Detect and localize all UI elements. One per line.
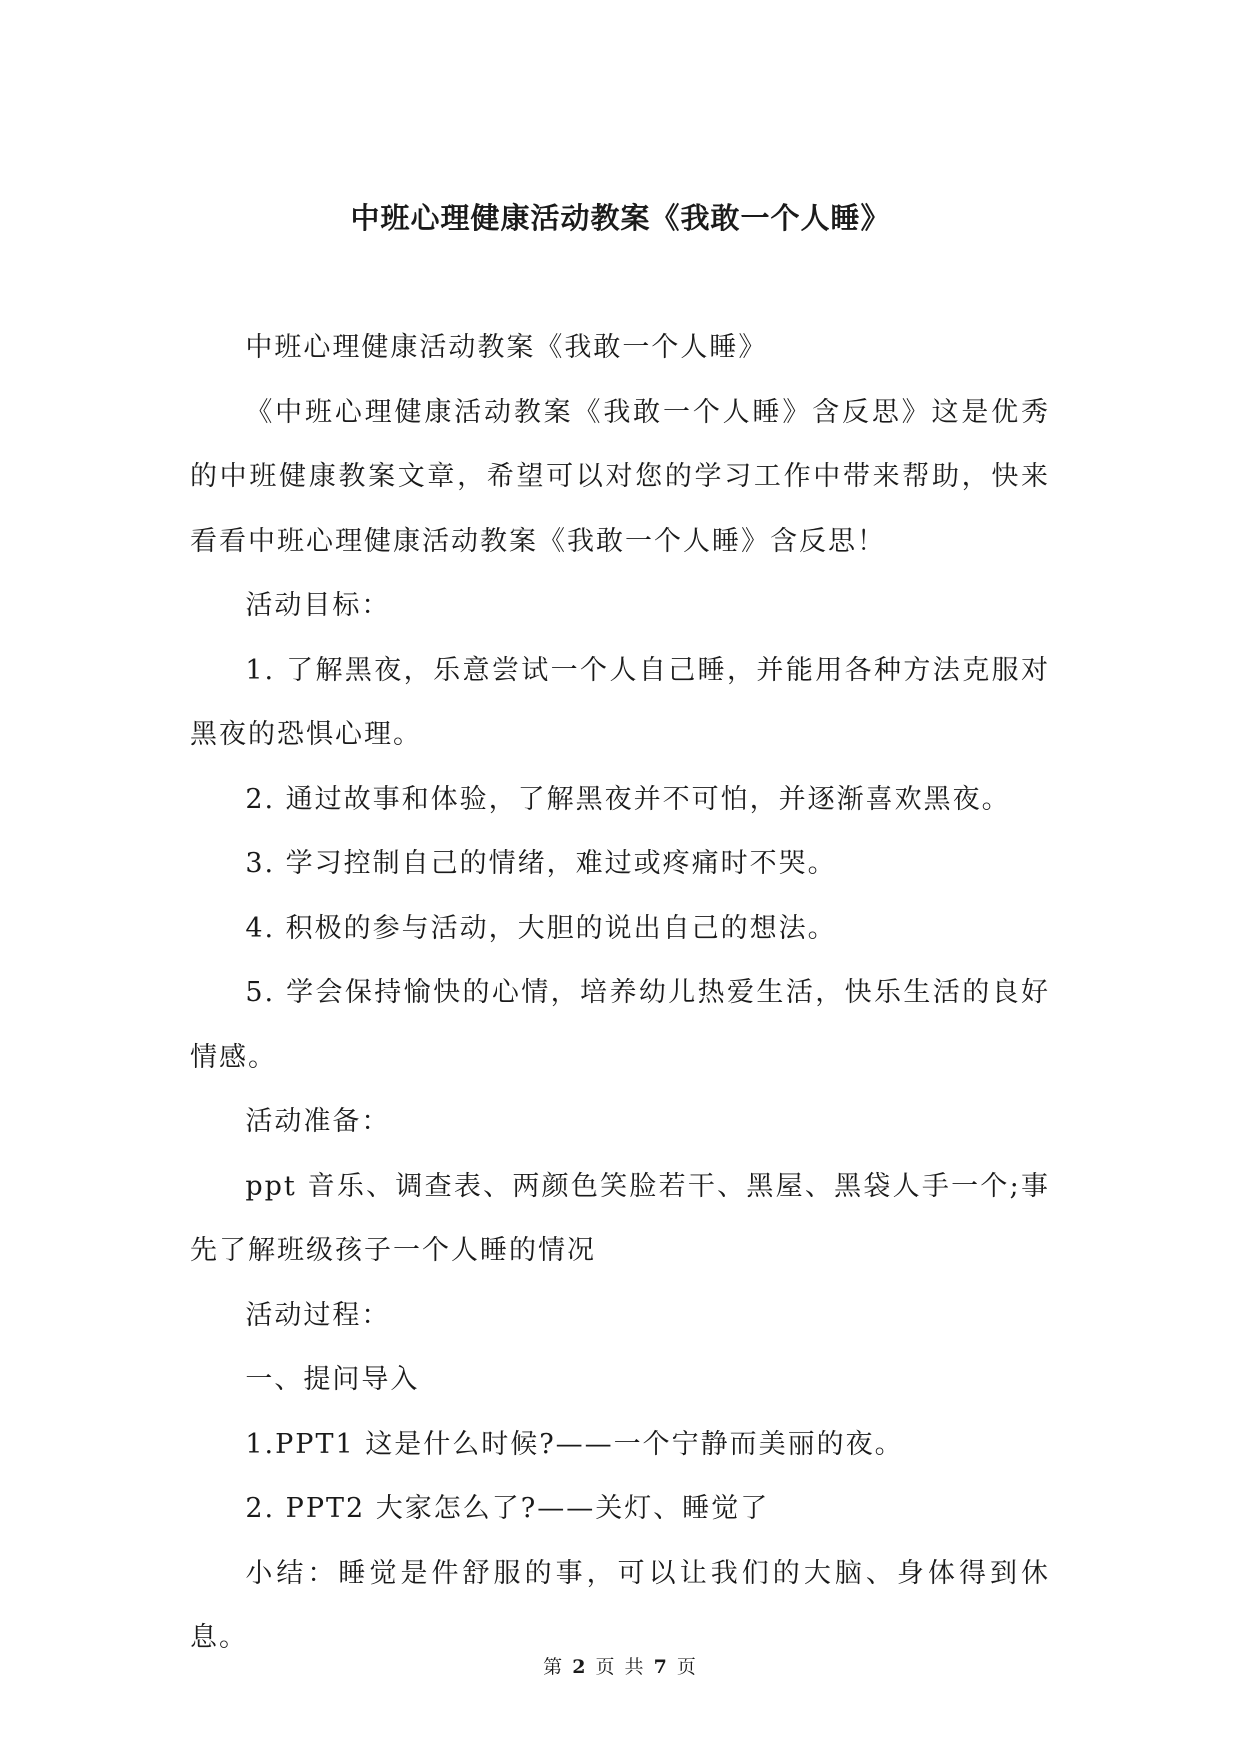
- goal-item-3: 3. 学习控制自己的情绪，难过或疼痛时不哭。: [245, 848, 837, 879]
- document-body: [190, 316, 1050, 1671]
- goal-item-2: 2. 通过故事和体验，了解黑夜并不可怕，并逐渐喜欢黑夜。: [245, 783, 1011, 815]
- section-heading-process: 活动过程：: [245, 1299, 391, 1331]
- footer-current-page: 2: [572, 1656, 588, 1678]
- process-item-1: 1.PPT1 这是什么时候?——一个宁静而美丽的夜。: [245, 1428, 904, 1460]
- process-step-heading: 一、提问导入: [245, 1364, 420, 1395]
- goal-item-1: 1. 了解黑夜，乐意尝试一个人自己睡，并能用各种方法克服对黑夜的恐惧心理。: [190, 654, 1050, 750]
- paragraph-heading: 中班心理健康活动教案《我敢一个人睡》: [245, 332, 768, 363]
- footer-middle: 页 共: [595, 1656, 646, 1678]
- footer-prefix: 第: [543, 1656, 565, 1678]
- section-heading-preparation: 活动准备：: [245, 1106, 391, 1137]
- goal-item-4: 4. 积极的参与活动，大胆的说出自己的想法。: [245, 912, 837, 944]
- footer-suffix: 页: [676, 1656, 698, 1678]
- section-heading-goals: 活动目标：: [245, 590, 391, 621]
- page-title: 中班心理健康活动教案《我敢一个人睡》: [350, 201, 891, 235]
- footer-total-pages: 7: [653, 1656, 669, 1678]
- summary-text: 小结：睡觉是件舒服的事，可以让我们的大脑、身体得到休息。: [190, 1557, 1050, 1653]
- paragraph-intro: 《中班心理健康活动教案《我敢一个人睡》含反思》这是优秀的中班健康教案文章，希望可以对您的学习工作中带来帮助，快来看看中班心理健康活动教案《我敢一个人睡》含反思！: [190, 396, 1050, 557]
- preparation-text: ppt 音乐、调查表、两颜色笑脸若干、黑屋、黑袋人手一个;事先了解班级孩子一个人睡的情况: [190, 1170, 1050, 1266]
- goal-item-5: 5. 学会保持愉快的心情，培养幼儿热爱生活，快乐生活的良好情感。: [190, 977, 1050, 1073]
- process-item-2: 2. PPT2 大家怎么了?——关灯、睡觉了: [245, 1493, 770, 1524]
- page-footer: [0, 1652, 1241, 1679]
